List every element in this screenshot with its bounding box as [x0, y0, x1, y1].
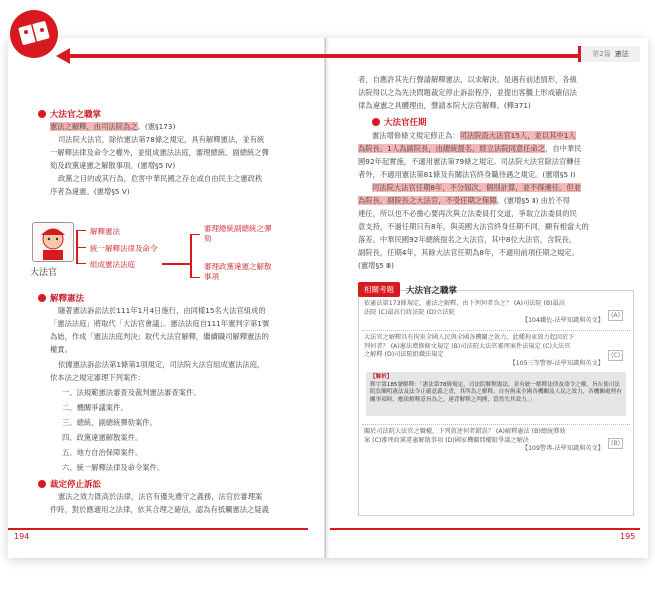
book-icon — [4, 2, 64, 62]
section-title-stay: 裁定停止訴訟 — [38, 478, 101, 490]
paragraph: 者外，不適用憲法第81條及有關法官終身職待遇之規定。(憲增§5 Ⅰ) — [358, 170, 576, 179]
question-2: 大法官之解釋具有拘束全國人民與全國各機關之效力，此種拘束效力起因於下 列何者？ (A)憲法增修條文規定 (B)司法院大法官審理案件法規定 (C)大法官 之解釋 (D)司法院組織法規定 【105三等警察-法學知識與英文】 — [364, 334, 604, 367]
section-title-term: 大法官任期 — [372, 116, 427, 128]
list-item: 六、統一解釋法律及命令案件。 — [62, 463, 165, 472]
paragraph: 司法院大法官任期8年，不分屆次，個別計算，並不得連任。但並 — [372, 183, 581, 192]
analysis-box — [366, 372, 626, 416]
list-item: 二、機關爭議案件。 — [62, 403, 128, 412]
list-item: 一、法規範憲法審查及裁判憲法審查案件。 — [62, 388, 201, 397]
paragraph: 政黨之目的或其行為，危害中華民國之存在或自由民主之憲政秩 — [58, 174, 263, 183]
paragraph: 件時，對於應適用之法律，依其合理之確信，認為有抵觸憲法之疑義 — [50, 505, 269, 514]
diagram-connector — [76, 263, 86, 264]
paragraph: 意支持，不過任期只有8年，與美國大法官終身任期不同，顯有相當大的 — [358, 222, 589, 231]
diagram-connector — [76, 247, 86, 248]
section-title-interpret: 解釋憲法 — [38, 292, 84, 304]
paragraph: 序者為違憲。(憲增§5 Ⅴ) — [50, 187, 130, 196]
paragraph: 隨著憲法訴訟法於111年1月4日施行，由同樣15名大法官組成的 — [58, 306, 266, 315]
footer-bar — [330, 528, 640, 530]
paragraph: 國92年起實施，不適用憲法第79條之規定。司法院大法官除法官轉任 — [358, 157, 581, 166]
chapter-tab — [578, 46, 640, 62]
paragraph: 劾及政黨違憲之解散事項。(憲增§5 Ⅳ) — [50, 161, 176, 170]
paragraph: 憲法之解釋，由司法院為之。(憲§173) — [50, 122, 176, 131]
paragraph: 律為違憲之具體理由，聲請本院大法官解釋。(釋371) — [358, 101, 531, 110]
diagram-connector — [190, 277, 200, 278]
analysis-text: 釋字第185號解釋：「憲法第78條規定，司法院解釋憲法，並有統一解釋法律及命令之權，旨在使司法院負闡明憲法及法令正確意義之責，其所為之解釋，自有拘束全國各機關及人民之效力，各機關處理有關事項時，應依解釋意旨為之，違背解釋之判例，當然失其效力。」 — [370, 381, 622, 403]
diagram-bracket — [190, 234, 192, 278]
paragraph: 落差。中華民國92年總統提名之大法官，其中8位大法官，含院長、 — [358, 235, 577, 244]
bullet-icon — [38, 294, 46, 302]
diagram-connector — [190, 234, 200, 235]
exam-tag: 相關考題 — [358, 282, 400, 297]
paragraph: 法院得以之為先決問題裁定停止訴訟程序，並提出客觀上形成確信法 — [358, 88, 577, 97]
question-1: 依憲法第173條規定，憲法之解釋，由下列何者為之？ (A)司法院 (B)最高 法院 (C)最高行政法院 (D)立法院 【104鐵佐-法學知識與英文】 — [364, 300, 604, 325]
avatar — [32, 222, 74, 262]
paragraph: 一解釋法律及命令之權外，並組成憲法法庭，審理總統、副總統之彈 — [50, 148, 269, 157]
paragraph: 司法院大法官，除依憲法第78條之規定，具有解釋憲法，並有統 — [58, 135, 265, 144]
header-arrow-line — [60, 54, 580, 58]
paragraph: 憲法之效力既高於法律，法官有優先遵守之義務，法官於審理案 — [58, 492, 263, 501]
footer-bar — [8, 528, 308, 530]
paragraph: (憲增§5 Ⅲ) — [358, 261, 394, 270]
divider — [362, 330, 630, 331]
exam-box-header — [358, 282, 457, 297]
section-title-duties: 大法官之職掌 — [38, 108, 101, 120]
diagram-arrow — [162, 263, 192, 265]
diagram-output: 審理政黨違憲之解散事項 — [204, 262, 272, 281]
bullet-icon — [38, 480, 46, 488]
paragraph: 副院長，任期4年，其餘大法官任期為8年，不適用前項任期之規定。 — [358, 248, 579, 257]
diagram-center-label: 大法官 — [30, 268, 58, 278]
diagram-output: 審理總統副總統之彈劾 — [204, 224, 272, 243]
bullet-icon — [38, 110, 46, 118]
paragraph: 權責。 — [50, 345, 72, 354]
paragraph: 連任，所以也不必擔心要再次與立法委員打交道，爭取立法委員的民 — [358, 209, 577, 218]
paragraph: 依本法之規定審理下列案件： — [50, 373, 145, 382]
bullet-icon — [372, 118, 380, 126]
chapter-number: 第2篇 — [592, 50, 611, 58]
analysis-label: 【解析】 — [370, 374, 393, 380]
diagram-item: 組成憲法法庭 — [90, 260, 135, 269]
answer-badge: (C) — [608, 350, 623, 361]
diagram-item: 解釋憲法 — [90, 227, 120, 236]
page-number-left: 194 — [14, 532, 30, 541]
question-3: 關於司法院大法官之職權，下列敘述何者錯誤？ (A)解釋憲法 (B)總統彈劾 案 (C)審理政黨違憲解散事項 (D)國家機關間權限爭議之解決 【109警專-法學知識與英文】 — [364, 428, 604, 453]
list-item: 四、政黨違憲解散案件。 — [62, 433, 143, 442]
paragraph: 為院長、副院長之大法官，不受任期之保障。(憲增§5 Ⅱ) 由於不得 — [358, 196, 570, 205]
answer-badge: (B) — [608, 438, 623, 449]
exam-box-title: 大法官之職掌 — [406, 285, 458, 296]
paragraph: 為院長、1人為副院長，由總統提名，經立法院同意任命之，自中華民 — [358, 144, 582, 153]
list-item: 五、地方自治保障案件。 — [62, 448, 143, 457]
paragraph: 憲法增修條文規定修正為：司法院設大法官15人，並以其中1人 — [372, 131, 576, 140]
judge-icon — [33, 223, 73, 261]
paragraph: 為始，作成「憲法法庭判決」取代大法官解釋，繼續職司解釋憲法的 — [50, 332, 269, 341]
paragraph: 依據憲法訴訟法第1條第1項規定，司法院大法官組成憲法法庭， — [58, 360, 265, 369]
page-number-right: 195 — [620, 532, 636, 541]
diagram-connector — [76, 230, 86, 231]
paragraph: 者，自應許其先行聲請解釋憲法，以求解決。是遇有前述情形，各級 — [358, 75, 577, 84]
diagram-item: 統一解釋法律及命令 — [90, 244, 158, 253]
chapter-name: 憲法 — [614, 50, 629, 58]
paragraph: 「憲法法庭」將取代「大法官會議」。憲法法庭自111年憲判字第1號 — [50, 319, 270, 328]
book-gutter — [324, 38, 330, 558]
divider — [362, 424, 630, 425]
answer-badge: (A) — [608, 310, 623, 321]
list-item: 三、總統、副總統彈劾案件。 — [62, 418, 157, 427]
